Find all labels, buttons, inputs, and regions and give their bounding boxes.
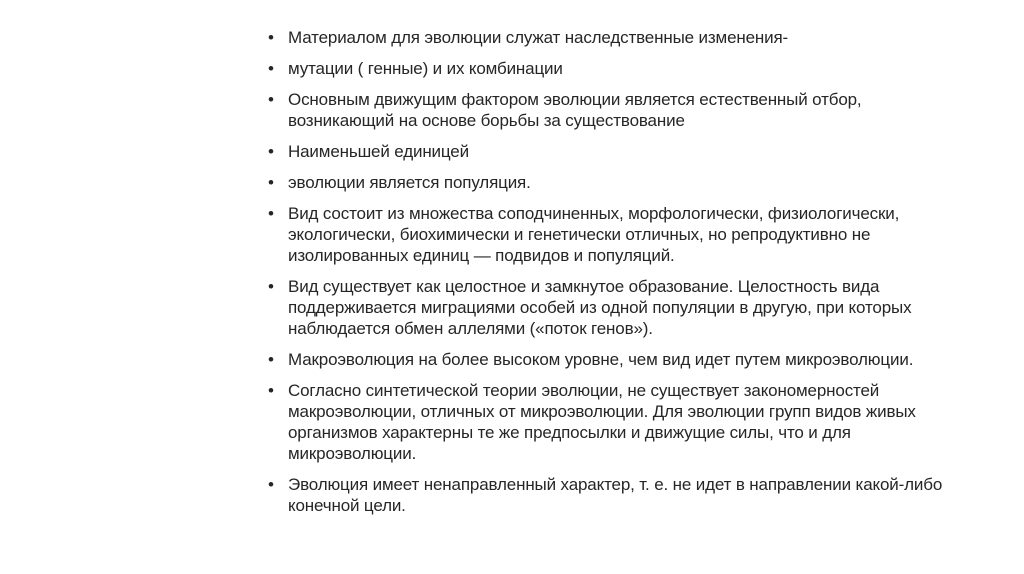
bullet-text: Вид существует как целостное и замкнутое образование. Целостность вида поддерживается миграциями особей из одной популяции в другую, при которых наблюдается обмен аллелями («поток генов»). (288, 277, 912, 338)
bullet-dot: • (268, 204, 274, 223)
bullet-dot: • (268, 142, 274, 161)
bullet-text: Эволюция имеет ненаправленный характер, т. е. не идет в направлении какой-либо конечной цели. (288, 475, 943, 515)
list-item (268, 349, 958, 370)
bullet-list (268, 27, 958, 526)
bullet-dot: • (268, 59, 274, 78)
list-item (268, 172, 958, 193)
bullet-text: Материалом для эволюции служат наследственные изменения- (288, 28, 789, 47)
list-item (268, 474, 958, 516)
list-item (268, 89, 958, 131)
list-item (268, 141, 958, 162)
list-item (268, 58, 958, 79)
list-item (268, 27, 958, 48)
bullet-text: Макроэволюция на более высоком уровне, чем вид идет путем микроэволюции. (288, 350, 914, 369)
bullet-text: Вид состоит из множества соподчиненных, морфологически, физиологически, экологически, биохимически и генетически отличных, но репродуктивно не изолированных единиц — подвидов и популяций. (288, 204, 900, 265)
bullet-text: Наименьшей единицей (288, 142, 469, 161)
list-item (268, 203, 958, 266)
bullet-dot: • (268, 475, 274, 494)
bullet-text: эволюции является популяция. (288, 173, 531, 192)
bullet-dot: • (268, 381, 274, 400)
bullet-text: Согласно синтетической теории эволюции, не существует закономерностей макроэволюции, отличных от микроэволюции. Для эволюции групп видов живых организмов характерны те же предпосылки и движущие силы, что и для микроэволюции. (288, 381, 916, 463)
bullet-dot: • (268, 350, 274, 369)
bullet-dot: • (268, 90, 274, 109)
list-item (268, 380, 958, 464)
bullet-text: Основным движущим фактором эволюции является естественный отбор, возникающий на основе борьбы за существование (288, 90, 862, 130)
bullet-dot: • (268, 173, 274, 192)
bullet-dot: • (268, 28, 274, 47)
bullet-text: мутации ( генные) и их комбинации (288, 59, 563, 78)
list-item (268, 276, 958, 339)
bullet-dot: • (268, 277, 274, 296)
